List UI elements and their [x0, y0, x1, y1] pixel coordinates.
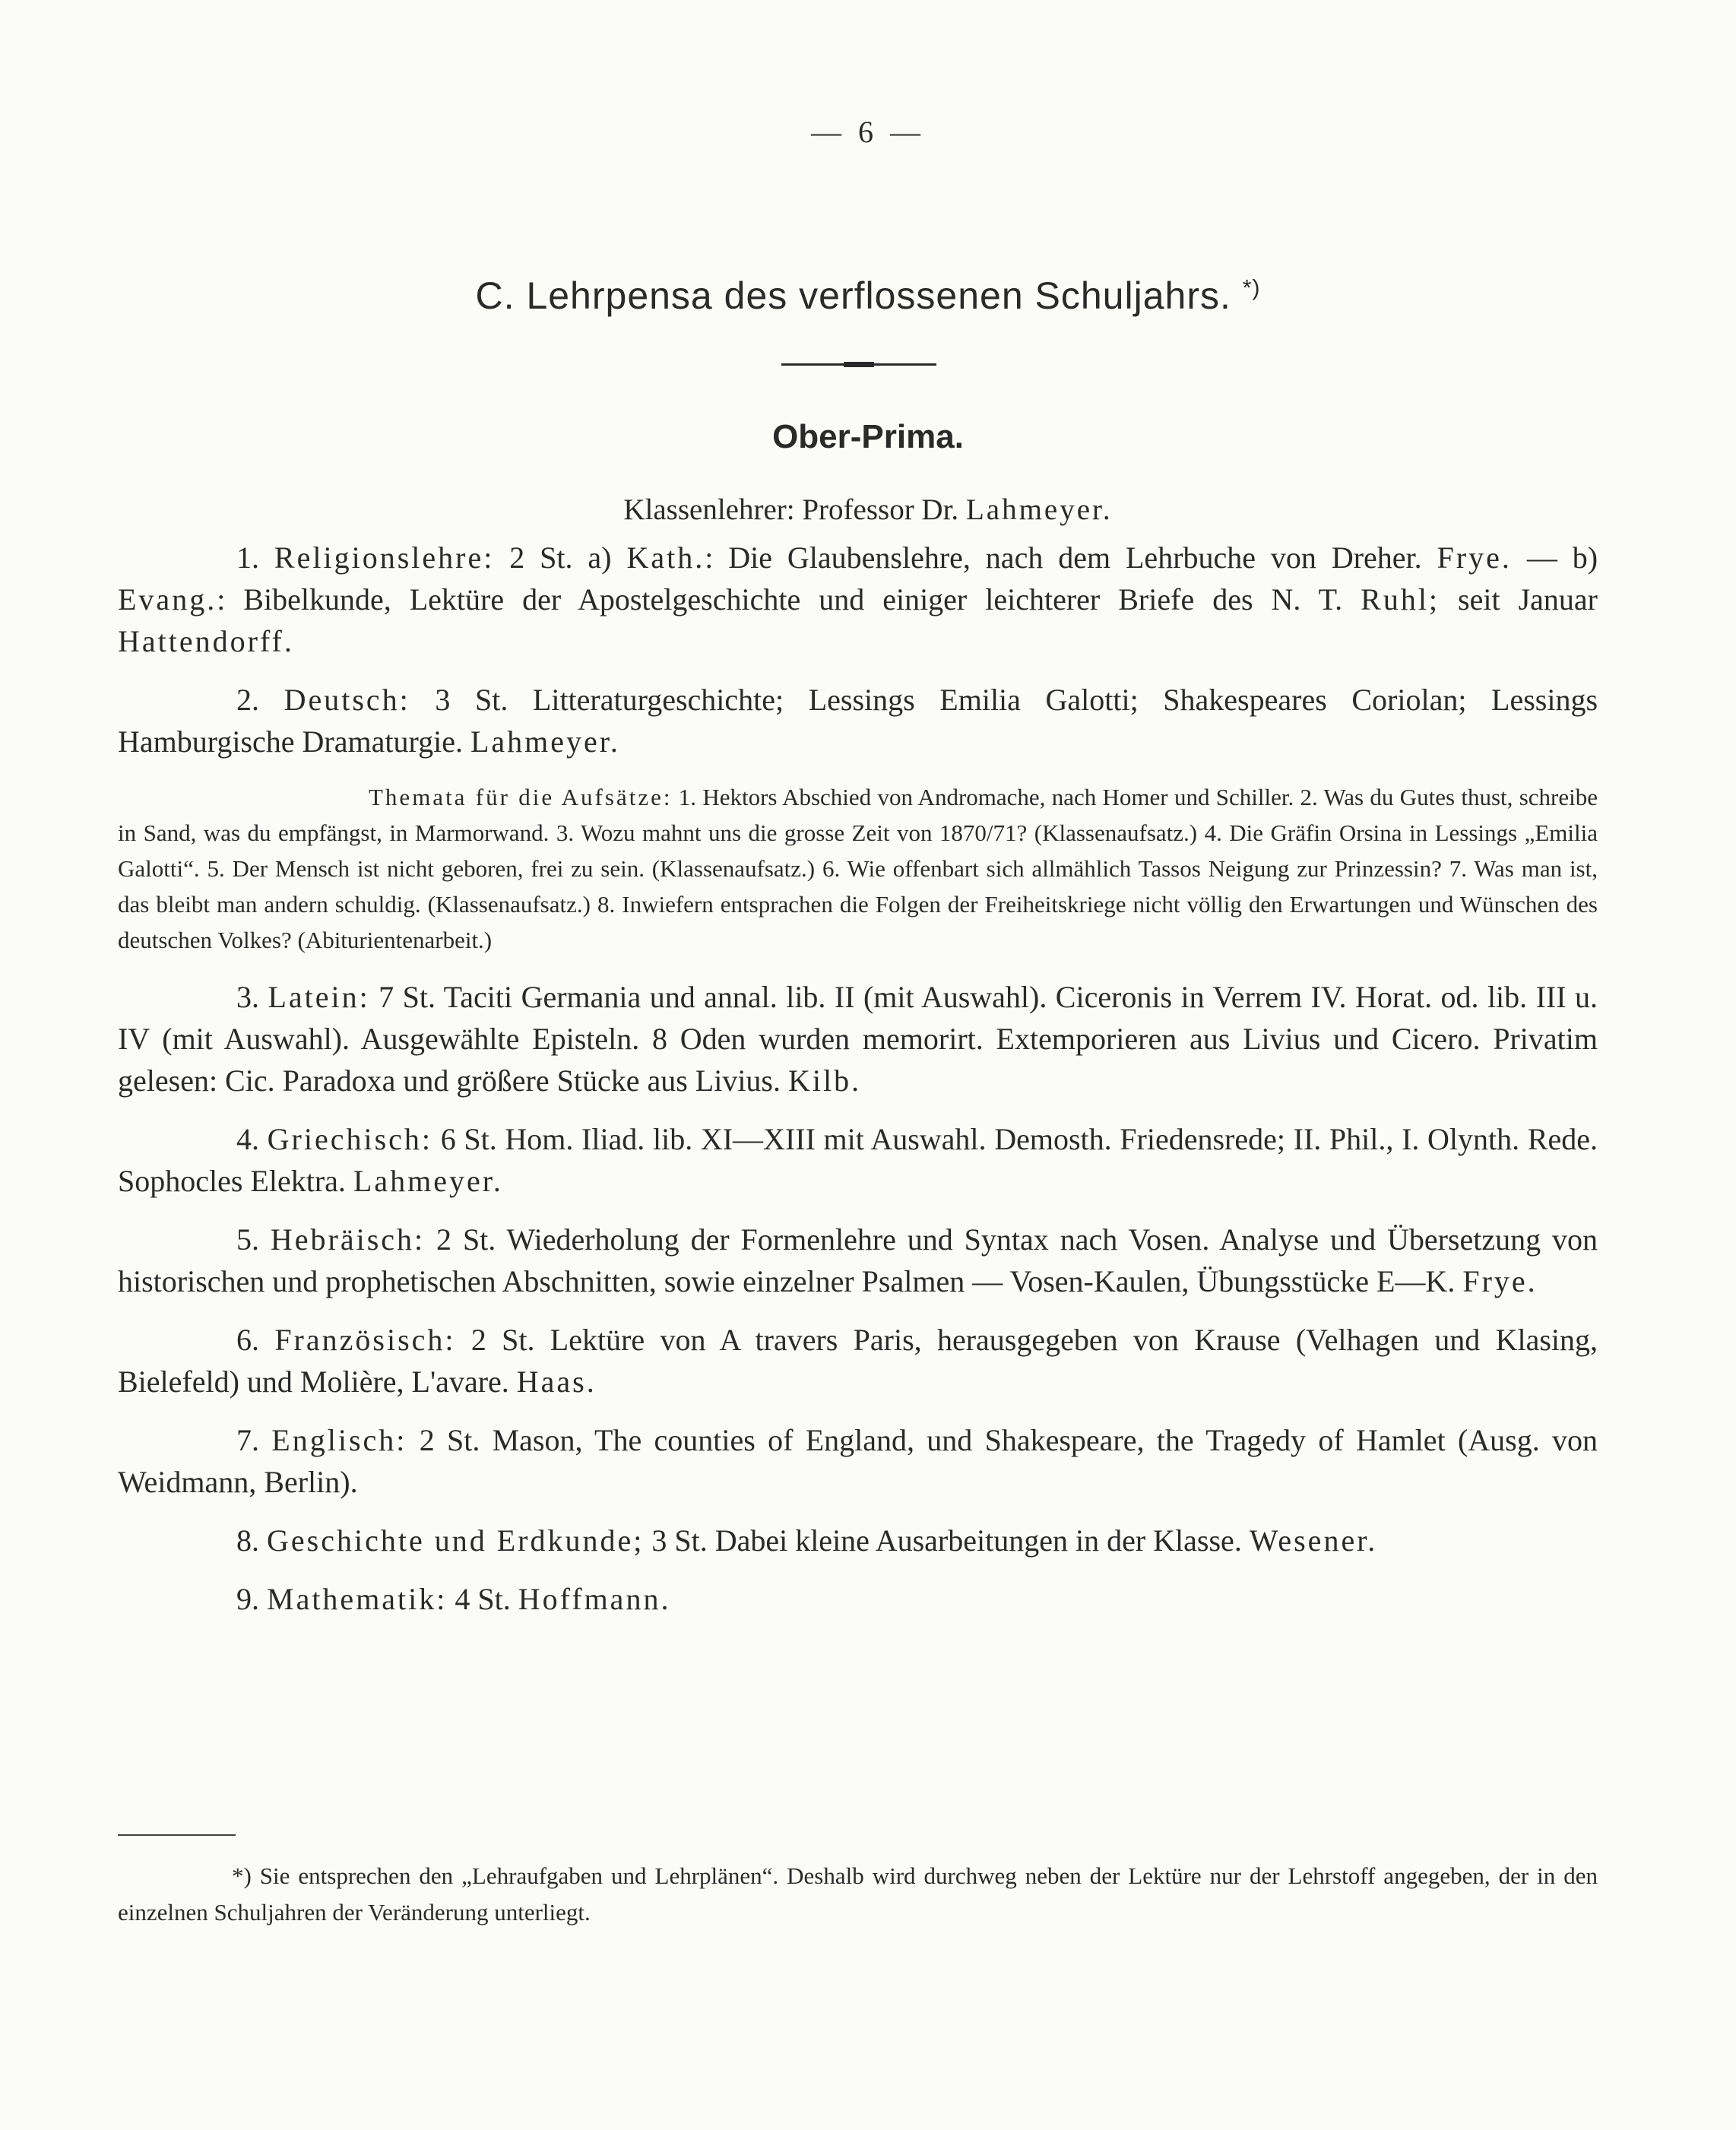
- subject-text: 3 St. Litteraturgeschichte; Lessings Emilia Galotti; Shakespeares Coriolan; Lessings Hamburgische Dramaturgie.: [118, 683, 1598, 759]
- subject-text: 2 St. a): [509, 540, 612, 575]
- subject-number: 2.: [236, 683, 259, 717]
- subject-text: seit Januar: [1458, 582, 1598, 616]
- subject-text: : Die Glaubenslehre, nach dem Lehrbuche von Dreher.: [705, 540, 1422, 575]
- subject-teacher: Frye.: [1462, 1264, 1538, 1298]
- footnote: *) Sie entsprechen den „Lehraufgaben und Lehrplänen“. Deshalb wird durchweg neben der Lektüre nur der Lehrstoff angegeben, der in den einzelnen Schuljahren der Veränderung unterliegt.: [118, 1862, 1598, 1926]
- subject-text: 6 St. Hom. Iliad. lib. XI—XIII mit Auswahl. Demosth. Friedensrede; II. Phil., I. Olynth. Rede. Sophocles Elektra.: [118, 1122, 1598, 1198]
- subject-teacher: Haas.: [516, 1365, 597, 1399]
- subject-mathematik: [118, 1578, 1598, 1620]
- subject-name: Griechisch:: [267, 1122, 433, 1156]
- essay-topics: [118, 779, 1598, 958]
- subject-teacher: Frye.: [1437, 540, 1512, 575]
- subject-number: 1.: [236, 540, 259, 575]
- footnote-marker: *): [1242, 275, 1261, 301]
- subject-name: Latein:: [268, 980, 370, 1014]
- essay-topics-label: Themata für die Aufsätze:: [369, 784, 673, 810]
- subject-teacher: Wesener.: [1249, 1523, 1378, 1558]
- subject-name: Hebräisch:: [270, 1222, 426, 1257]
- subject-text: 7 St. Taciti Germania und annal. lib. II (mit Auswahl). Ciceronis in Verrem IV. Horat. od. lib. III u. IV (mit Auswahl). Ausgewählte Episteln. 8 Oden wurden memorirt. Extemporieren aus Livius und Cicero. Privatim gelesen: Cic. Paradoxa und größere Stücke aus Livius.: [118, 980, 1598, 1098]
- subject-number: 9.: [236, 1582, 259, 1616]
- subject-text: 4 St.: [455, 1582, 511, 1616]
- subject-name: Deutsch:: [284, 683, 410, 717]
- subject-text: Kath.: [626, 540, 705, 575]
- subject-text: Evang.: [118, 582, 217, 616]
- subject-geschichte: [118, 1520, 1598, 1561]
- subject-franzoesisch: [118, 1319, 1598, 1403]
- subject-englisch: [118, 1419, 1598, 1503]
- body-text: [118, 537, 1598, 1637]
- essay-topics-text: 1. Hektors Abschied von Andromache, nach Homer und Schiller. 2. Was du Gutes thust, schreibe in Sand, was du empfängst, in Marmorwand. 3. Wozu mahnt uns die grosse Zeit von 1870/71? (Klassenaufsatz.) 4. Die Gräfin Orsina in Lessings „Emilia Galotti“. 5. Der Mensch ist nicht geboren, frei zu sein. (Klassenaufsatz.) 6. Wie offenbart sich allmählich Tassos Neigung zur Prinzessin? 7. Was man ist, das bleibt man andern schuldig. (Klassenaufsatz.) 8. Inwiefern entsprachen die Folgen der Freiheitskriege nicht völlig den Erwartungen und Wünschen des deutschen Volkes? (Abiturientenarbeit.): [118, 784, 1598, 953]
- subject-teacher: Hoffmann.: [518, 1582, 671, 1616]
- class-teacher-name: Lahmeyer.: [965, 493, 1113, 526]
- class-title: Ober-Prima.: [772, 418, 964, 455]
- subject-text: 3 St. Dabei kleine Ausarbeitungen in der Klasse.: [651, 1523, 1242, 1558]
- subject-number: 6.: [236, 1323, 259, 1357]
- class-teacher-label: Klassenlehrer: Professor Dr.: [623, 493, 959, 526]
- subject-name: Mathematik:: [267, 1582, 448, 1616]
- subject-text: : Bibelkunde, Lektüre der Apostelgeschichte und einiger leichterer Briefe des N. T.: [217, 582, 1343, 616]
- subject-name: Religionslehre:: [274, 540, 495, 575]
- subject-text: 2 St. Mason, The counties of England, und Shakespeare, the Tragedy of Hamlet (Ausg. von Weidmann, Berlin).: [118, 1423, 1598, 1499]
- subject-number: 4.: [236, 1122, 259, 1156]
- section-heading: [0, 274, 1736, 318]
- subject-teacher: Kilb.: [788, 1063, 862, 1098]
- subject-teacher: Lahmeyer.: [353, 1164, 503, 1198]
- subject-text: 2 St. Wiederholung der Formenlehre und Syntax nach Vosen. Analyse und Übersetzung von historischen und prophetischen Abschnitten, sowie einzelner Psalmen — Vosen-Kaulen, Übungsstücke E—K.: [118, 1222, 1598, 1298]
- subject-latein: [118, 976, 1598, 1101]
- section-heading-text: C. Lehrpensa des verflossenen Schuljahrs.: [475, 274, 1231, 317]
- subject-text: 2 St. Lektüre von A travers Paris, herausgegeben von Krause (Velhagen und Klasing, Bielefeld) und Molière, L'avare.: [118, 1323, 1598, 1399]
- subject-teacher: Lahmeyer.: [470, 724, 620, 759]
- subject-hebraeisch: [118, 1219, 1598, 1302]
- subject-number: 7.: [236, 1423, 259, 1457]
- subject-number: 5.: [236, 1222, 259, 1257]
- subject-griechisch: [118, 1118, 1598, 1202]
- class-teacher: [0, 493, 1736, 527]
- subject-name: Französisch:: [274, 1323, 456, 1357]
- subject-religion: [118, 537, 1598, 662]
- page-number: — 6 —: [811, 115, 925, 149]
- subject-teacher: Ruhl;: [1361, 582, 1440, 616]
- subject-name: Englisch:: [271, 1423, 407, 1457]
- subject-teacher: Hattendorff.: [118, 624, 294, 658]
- footnote-divider: [118, 1834, 236, 1836]
- subject-text: — b): [1526, 540, 1598, 575]
- ornamental-rule: [781, 363, 936, 366]
- subject-number: 3.: [236, 980, 259, 1014]
- subject-deutsch: [118, 679, 1598, 762]
- subject-number: 8.: [236, 1523, 259, 1558]
- subject-name: Geschichte und Erdkunde;: [267, 1523, 645, 1558]
